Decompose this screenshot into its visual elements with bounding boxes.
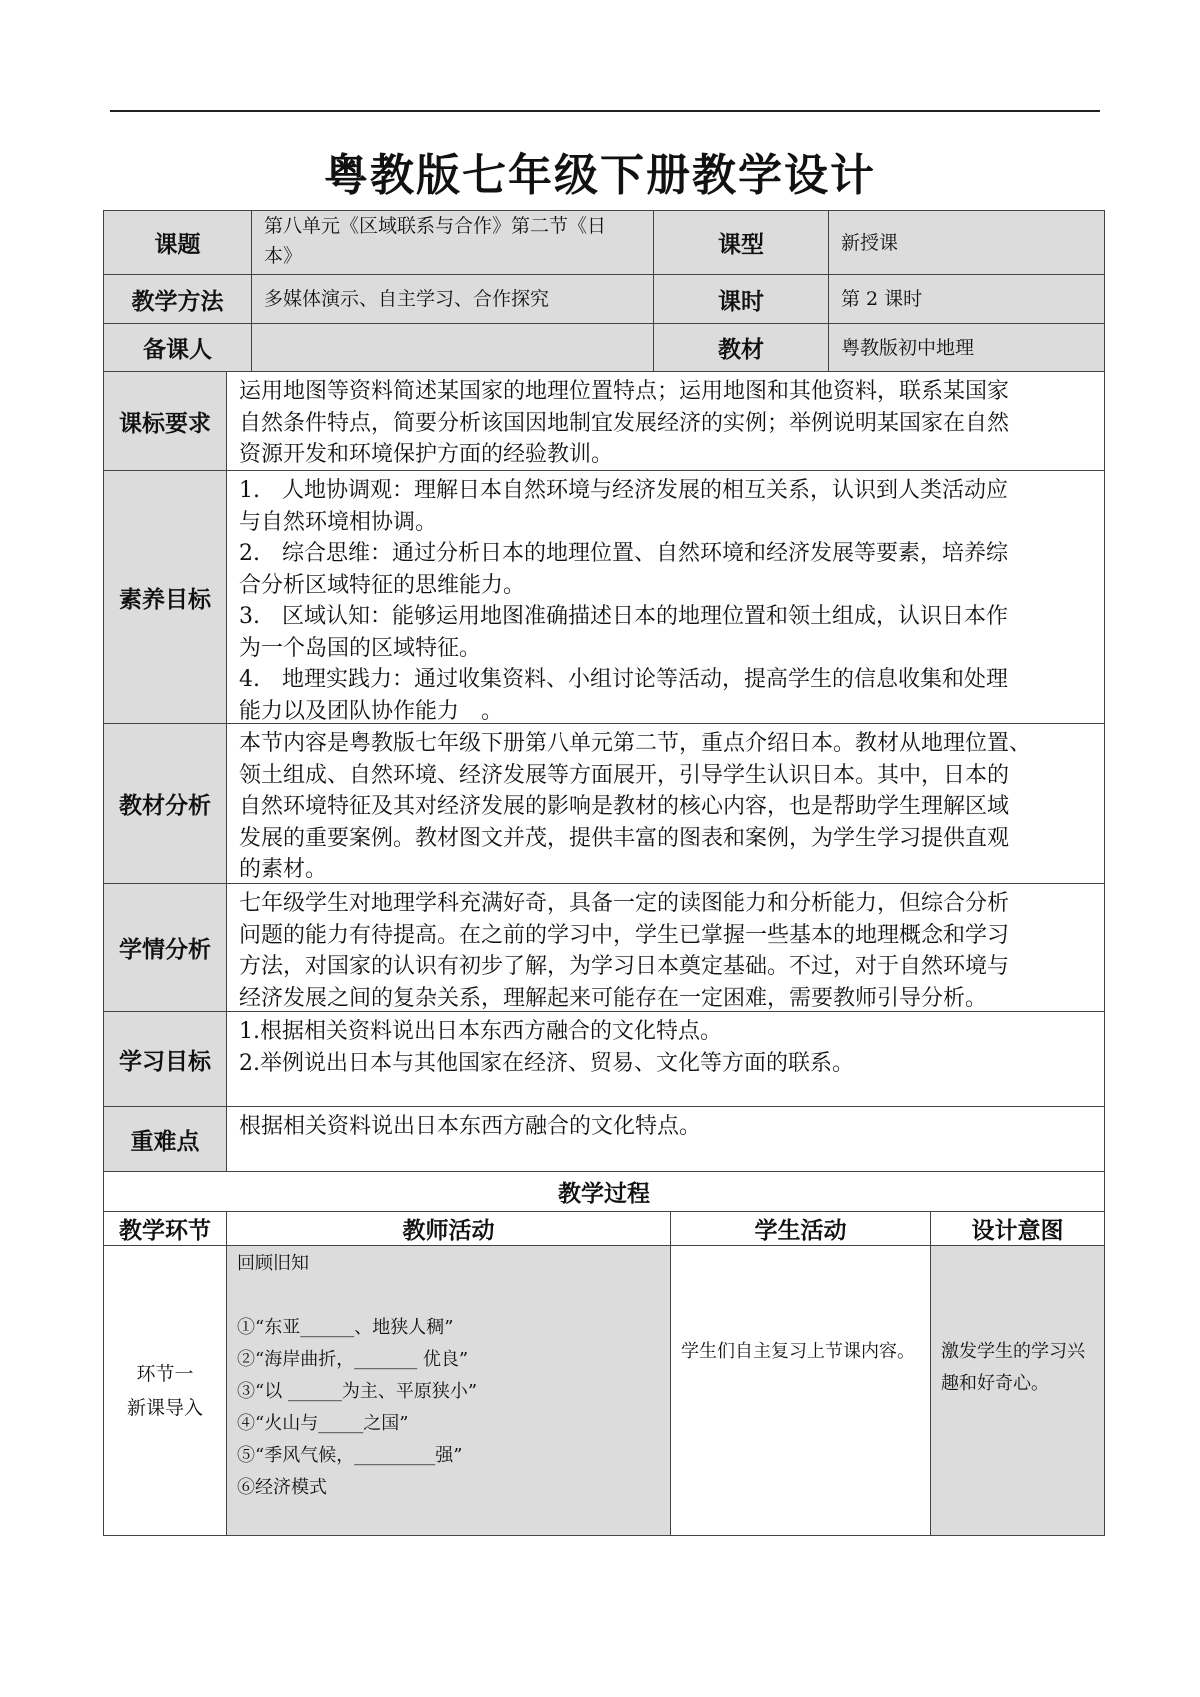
preparer-label: 备课人 — [103, 323, 252, 372]
literacy-line: 3. 区域认知：能够运用地图准确描述日本的地理位置和领土组成，认识日本作 — [239, 604, 1008, 629]
standard-line: 自然条件特点，简要分析该国因地制宜发展经济的实例；举例说明某国家在自然 — [239, 410, 1010, 436]
objectives-text — [226, 1011, 1105, 1107]
textbook-analysis-text — [226, 723, 1105, 884]
lesson-plan-table — [103, 210, 1105, 1536]
student-analysis-line: 问题的能力有待提高。在之前的学习中，学生已掌握一些基本的地理概念和学习 — [239, 922, 1010, 948]
col-header-teacher: 教师活动 — [226, 1211, 671, 1246]
textbook-analysis-line: 发展的重要案例。教材图文并茂，提供丰富的图表和案例，为学生学习提供直观 — [239, 825, 1010, 851]
col-header-intent: 设计意图 — [930, 1211, 1105, 1246]
topic-value-line1: 第八单元《区域联系与合作》第二节《日 — [264, 215, 607, 237]
top-rule — [110, 110, 1100, 112]
teacher-activity-cell — [226, 1245, 671, 1536]
hours-label: 课时 — [653, 274, 829, 324]
objectives-label: 学习目标 — [103, 1011, 227, 1107]
student-activity-cell — [670, 1245, 931, 1536]
standard-label: 课标要求 — [103, 371, 227, 471]
teacher-activity-line: ⑤“季风气候，_________强” — [237, 1445, 463, 1466]
key-points-text — [226, 1106, 1105, 1172]
type-value: 新授课 — [828, 210, 1105, 275]
literacy-line: 合分析区域特征的思维能力。 — [239, 572, 526, 598]
standard-text — [226, 371, 1105, 471]
design-intent-line: 趣和好奇心。 — [941, 1373, 1049, 1394]
teacher-activity-line: ④“火山与_____之国” — [237, 1413, 409, 1434]
design-intent-line: 激发学生的学习兴 — [941, 1341, 1085, 1362]
teacher-activity-line: ①“东亚______、地狭人稠” — [237, 1317, 454, 1338]
student-analysis-text — [226, 883, 1105, 1012]
stage-name: 环节一 — [136, 1362, 194, 1385]
textbook-analysis-line: 的素材。 — [239, 857, 328, 882]
method-label: 教学方法 — [103, 274, 252, 324]
objectives-line: 1.根据相关资料说出日本东西方融合的文化特点。 — [239, 1019, 722, 1044]
teacher-activity-line: ③“以 ______为主、平原狭小” — [237, 1381, 478, 1402]
topic-label: 课题 — [103, 210, 252, 275]
process-heading: 教学过程 — [103, 1171, 1105, 1212]
literacy-line: 1. 人地协调观：理解日本自然环境与经济发展的相互关系，认识到人类活动应 — [239, 478, 1008, 503]
preparer-value — [251, 323, 654, 372]
student-analysis-line: 方法，对国家的认识有初步了解，为学习日本奠定基础。不过，对于自然环境与 — [239, 954, 1010, 979]
document-title: 粤教版七年级下册教学设计 — [324, 150, 876, 201]
literacy-line: 2. 综合思维：通过分析日本的地理位置、自然环境和经济发展等要素，培养综 — [239, 541, 1008, 566]
textbook-label: 教材 — [653, 323, 829, 372]
textbook-analysis-line: 本节内容是粤教版七年级下册第八单元第二节，重点介绍日本。教材从地理位置、 — [239, 731, 1032, 756]
col-header-student: 学生活动 — [670, 1211, 931, 1246]
textbook-analysis-label: 教材分析 — [103, 723, 227, 884]
design-intent-cell — [930, 1245, 1105, 1536]
student-analysis-line: 经济发展之间的复杂关系，理解起来可能存在一定困难，需要教师引导分析。 — [239, 985, 988, 1011]
stage-subtitle: 新课导入 — [126, 1396, 203, 1419]
student-activity-text: 学生们自主复习上节课内容。 — [681, 1341, 915, 1362]
teacher-activity-line: 回顾旧知 — [237, 1253, 309, 1274]
textbook-analysis-line: 自然环境特征及其对经济发展的影响是教材的核心内容，也是帮助学生理解区域 — [239, 794, 1010, 819]
teacher-activity-line: ⑥经济模式 — [237, 1477, 327, 1498]
literacy-line: 能力以及团队协作能力 。 — [239, 698, 504, 724]
stage-cell — [103, 1245, 227, 1536]
textbook-value: 粤教版初中地理 — [828, 323, 1105, 372]
literacy-line: 与自然环境相协调。 — [239, 509, 438, 535]
teacher-activity-line: ②“海岸曲折，_______ 优良” — [237, 1349, 469, 1370]
teacher-activity-spacer — [237, 1280, 660, 1312]
standard-line: 运用地图等资料简述某国家的地理位置特点；运用地图和其他资料，联系某国家 — [239, 379, 1010, 404]
objectives-line: 2.举例说出日本与其他国家在经济、贸易、文化等方面的联系。 — [239, 1050, 854, 1076]
hours-value: 第 2 课时 — [828, 274, 1105, 324]
col-header-stage: 教学环节 — [103, 1211, 227, 1246]
literacy-line: 4. 地理实践力：通过收集资料、小组讨论等活动，提高学生的信息收集和处理 — [239, 667, 1008, 692]
key-points-line: 根据相关资料说出日本东西方融合的文化特点。 — [239, 1114, 702, 1139]
student-analysis-label: 学情分析 — [103, 883, 227, 1012]
standard-line: 资源开发和环境保护方面的经验教训。 — [239, 442, 614, 467]
key-points-label: 重难点 — [103, 1106, 227, 1172]
method-value: 多媒体演示、自主学习、合作探究 — [251, 274, 654, 324]
student-analysis-line: 七年级学生对地理学科充满好奇，具备一定的读图能力和分析能力，但综合分析 — [239, 891, 1010, 916]
topic-value — [251, 210, 654, 275]
literacy-text — [226, 470, 1105, 724]
type-label: 课型 — [653, 210, 829, 275]
topic-value-line2: 本》 — [264, 245, 303, 267]
literacy-label: 素养目标 — [103, 470, 227, 724]
literacy-line: 为一个岛国的区域特征。 — [239, 635, 482, 661]
textbook-analysis-line: 领土组成、自然环境、经济发展等方面展开，引导学生认识日本。其中，日本的 — [239, 762, 1010, 788]
